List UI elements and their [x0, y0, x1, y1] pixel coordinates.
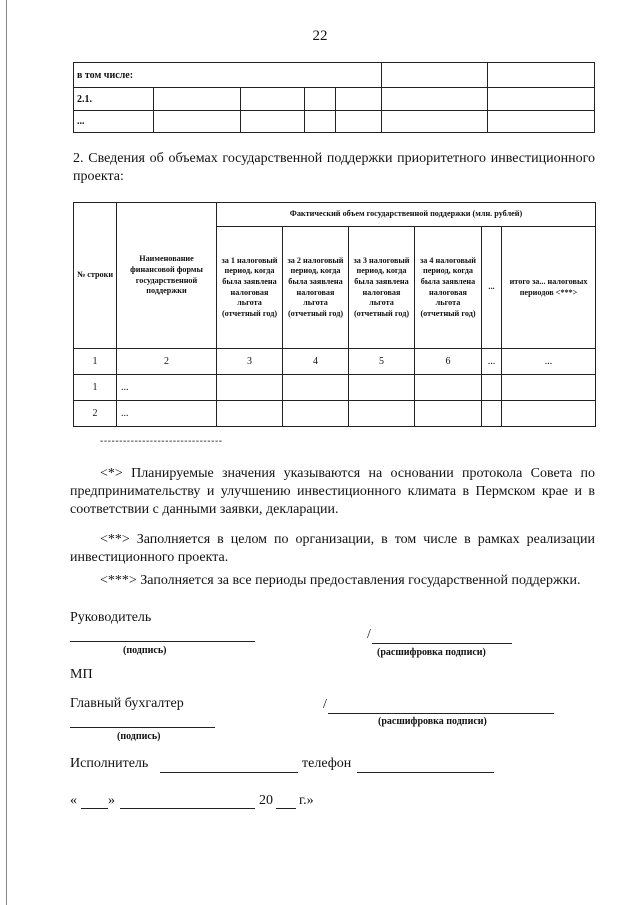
table-cell: [304, 88, 336, 111]
header-more-periods: ...: [482, 227, 502, 349]
table-cell: ...: [502, 349, 596, 375]
table-cell: ...: [74, 111, 154, 133]
accountant-label: Главный бухгалтер: [70, 696, 184, 711]
table-cell: [336, 88, 382, 111]
table-cell: [382, 111, 488, 133]
table-cell: [349, 375, 415, 401]
accountant-signature-caption: (подпись): [117, 731, 161, 742]
year-suffix: г.»: [299, 793, 314, 808]
table-cell: 2: [117, 349, 217, 375]
table-cell: [217, 401, 283, 427]
header-period-3: за 3 налоговый период, когда была заявлена налоговая льгота (отчетный год): [349, 227, 415, 349]
phone-label: телефон: [302, 756, 352, 771]
table-cell: [153, 111, 240, 133]
accountant-decoding-line: [328, 713, 554, 714]
head-decoding-line: [372, 643, 512, 644]
stamp-label: МП: [70, 667, 93, 682]
table-cell: [217, 375, 283, 401]
table-row: [74, 401, 596, 427]
date-year-line: [276, 808, 296, 809]
table-cell: [488, 88, 595, 111]
table-cell: 1: [74, 375, 117, 401]
page-edge-rule: [6, 0, 7, 905]
continuation-table: [73, 62, 595, 133]
table-cell: [415, 401, 482, 427]
phone-line: [357, 772, 494, 773]
header-form-name: Наименование финансовой формы государственной поддержки: [117, 203, 217, 349]
table-cell: [336, 111, 382, 133]
table-cell: [488, 63, 595, 88]
header-row-number: № строки: [74, 203, 117, 349]
header-actual-volume: Фактический объем государственной поддержки (млн. рублей): [217, 203, 596, 227]
table-cell: [283, 401, 349, 427]
accountant-decoding-caption: (расшифровка подписи): [378, 716, 487, 727]
header-period-2: за 2 налоговый период, когда была заявлена налоговая льгота (отчетный год): [283, 227, 349, 349]
table-cell: 1: [74, 349, 117, 375]
table-cell: [304, 111, 336, 133]
date-close-quote: »: [108, 793, 115, 808]
table-cell: [283, 375, 349, 401]
page-number: 22: [312, 28, 328, 44]
table-cell: [482, 375, 502, 401]
table-cell: [382, 88, 488, 111]
table-cell: 3: [217, 349, 283, 375]
date-month-line: [120, 808, 255, 809]
section-heading: 2. Сведения об объемах государственной поддержки приоритетного инвестиционного проекта:: [73, 151, 595, 184]
footnote-separator: --------------------------------: [100, 436, 223, 447]
table-cell: 2.1.: [74, 88, 154, 111]
table-row: [74, 111, 595, 133]
support-volume-table: [73, 202, 596, 427]
date-day-line: [81, 808, 108, 809]
header-period-1: за 1 налоговый период, когда была заявлена налоговая льгота (отчетный год): [217, 227, 283, 349]
accountant-signature-line: [70, 727, 215, 728]
table-cell: ...: [482, 349, 502, 375]
table-cell: [415, 375, 482, 401]
table-cell: [482, 401, 502, 427]
table-cell: 5: [349, 349, 415, 375]
footnote-1: <*> Планируемые значения указываются на основании протокола Совета по предпринимательству и улучшению инвестиционного климата в Пермском крае и в соответствии с данными заявки, декларации.: [70, 466, 595, 517]
table-cell: [488, 111, 595, 133]
table-cell: [502, 401, 596, 427]
table-row: [74, 63, 595, 88]
table-cell: [240, 111, 304, 133]
table-cell: ...: [117, 401, 217, 427]
head-slash: /: [367, 627, 371, 642]
head-signature-caption: (подпись): [123, 645, 167, 656]
table-cell: 2: [74, 401, 117, 427]
year-prefix: 20: [259, 793, 273, 808]
table-cell: ...: [117, 375, 217, 401]
header-total: итого за... налоговых периодов <***>: [502, 227, 596, 349]
date-open-quote: «: [70, 793, 77, 808]
table-cell: [382, 63, 488, 88]
footnote-3: <***> Заполняется за все периоды предоставления государственной поддержки.: [100, 573, 581, 588]
table-cell: в том числе:: [74, 63, 382, 88]
head-label: Руководитель: [70, 610, 152, 625]
table-cell: [153, 88, 240, 111]
executor-label: Исполнитель: [70, 756, 149, 771]
table-cell: [349, 401, 415, 427]
table-cell: 6: [415, 349, 482, 375]
table-cell: 4: [283, 349, 349, 375]
table-header-row: [74, 203, 596, 227]
executor-line: [160, 772, 298, 773]
head-signature-line: [70, 641, 255, 642]
table-row: [74, 375, 596, 401]
accountant-slash: /: [323, 697, 327, 712]
footnote-2: <**> Заполняется в целом по организации, в том числе в рамках реализации инвестиционного проекта.: [70, 532, 595, 565]
table-index-row: [74, 349, 596, 375]
table-cell: [240, 88, 304, 111]
header-period-4: за 4 налоговый период, когда была заявлена налоговая льгота (отчетный год): [415, 227, 482, 349]
table-row: [74, 88, 595, 111]
table-cell: [502, 375, 596, 401]
head-decoding-caption: (расшифровка подписи): [377, 647, 486, 658]
